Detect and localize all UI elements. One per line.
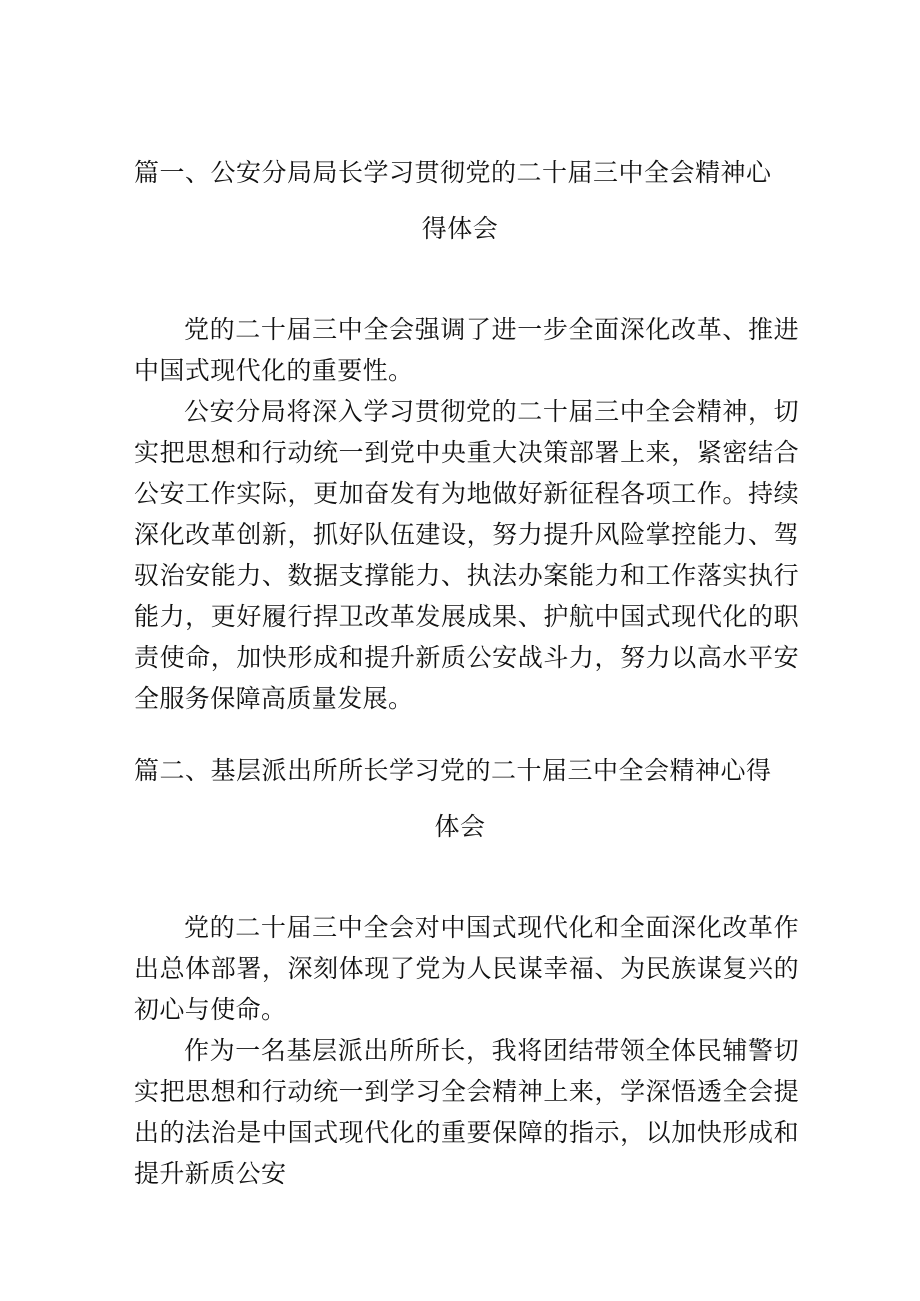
section-2-title-line2: 体会 bbox=[434, 812, 486, 841]
section-2-title-line1: 篇二、基层派出所所长学习党的二十届三中全会精神心得 bbox=[134, 756, 772, 785]
section-1-paragraph-1: 党的二十届三中全会强调了进一步全面深化改革、推进中国式现代化的重要性。 bbox=[134, 315, 799, 385]
section-1-title-line2: 得体会 bbox=[421, 214, 499, 243]
section-1-title-line1: 篇一、公安分局局长学习贯彻党的二十届三中全会精神心 bbox=[134, 158, 772, 187]
section-1-paragraph-2: 公安分局将深入学习贯彻党的二十届三中全会精神，切实把思想和行动统一到党中央重大决策部署上来，紧密结合公安工作实际，更加奋发有为地做好新征程各项工作。持续深化改革创新，抓好队伍建设，努力提升风险掌控能力、驾驭治安能力、数据支撑能力、执法办案能力和工作落实执行能力，更好履行捍卫改革发展成果、护航中国式现代化的职责使命，加快形成和提升新质公安战斗力，努力以高水平安全服务保障高质量发展。 bbox=[134, 397, 799, 713]
section-2-paragraph-2: 作为一名基层派出所所长，我将团结带领全体民辅警切实把思想和行动统一到学习全会精神上来，学深悟透全会提出的法治是中国式现代化的重要保障的指示，以加快形成和提升新质公安 bbox=[134, 1036, 799, 1188]
section-2-paragraph-1: 党的二十届三中全会对中国式现代化和全面深化改革作出总体部署，深刻体现了党为人民谋幸福、为民族谋复兴的初心与使命。 bbox=[134, 913, 799, 1024]
